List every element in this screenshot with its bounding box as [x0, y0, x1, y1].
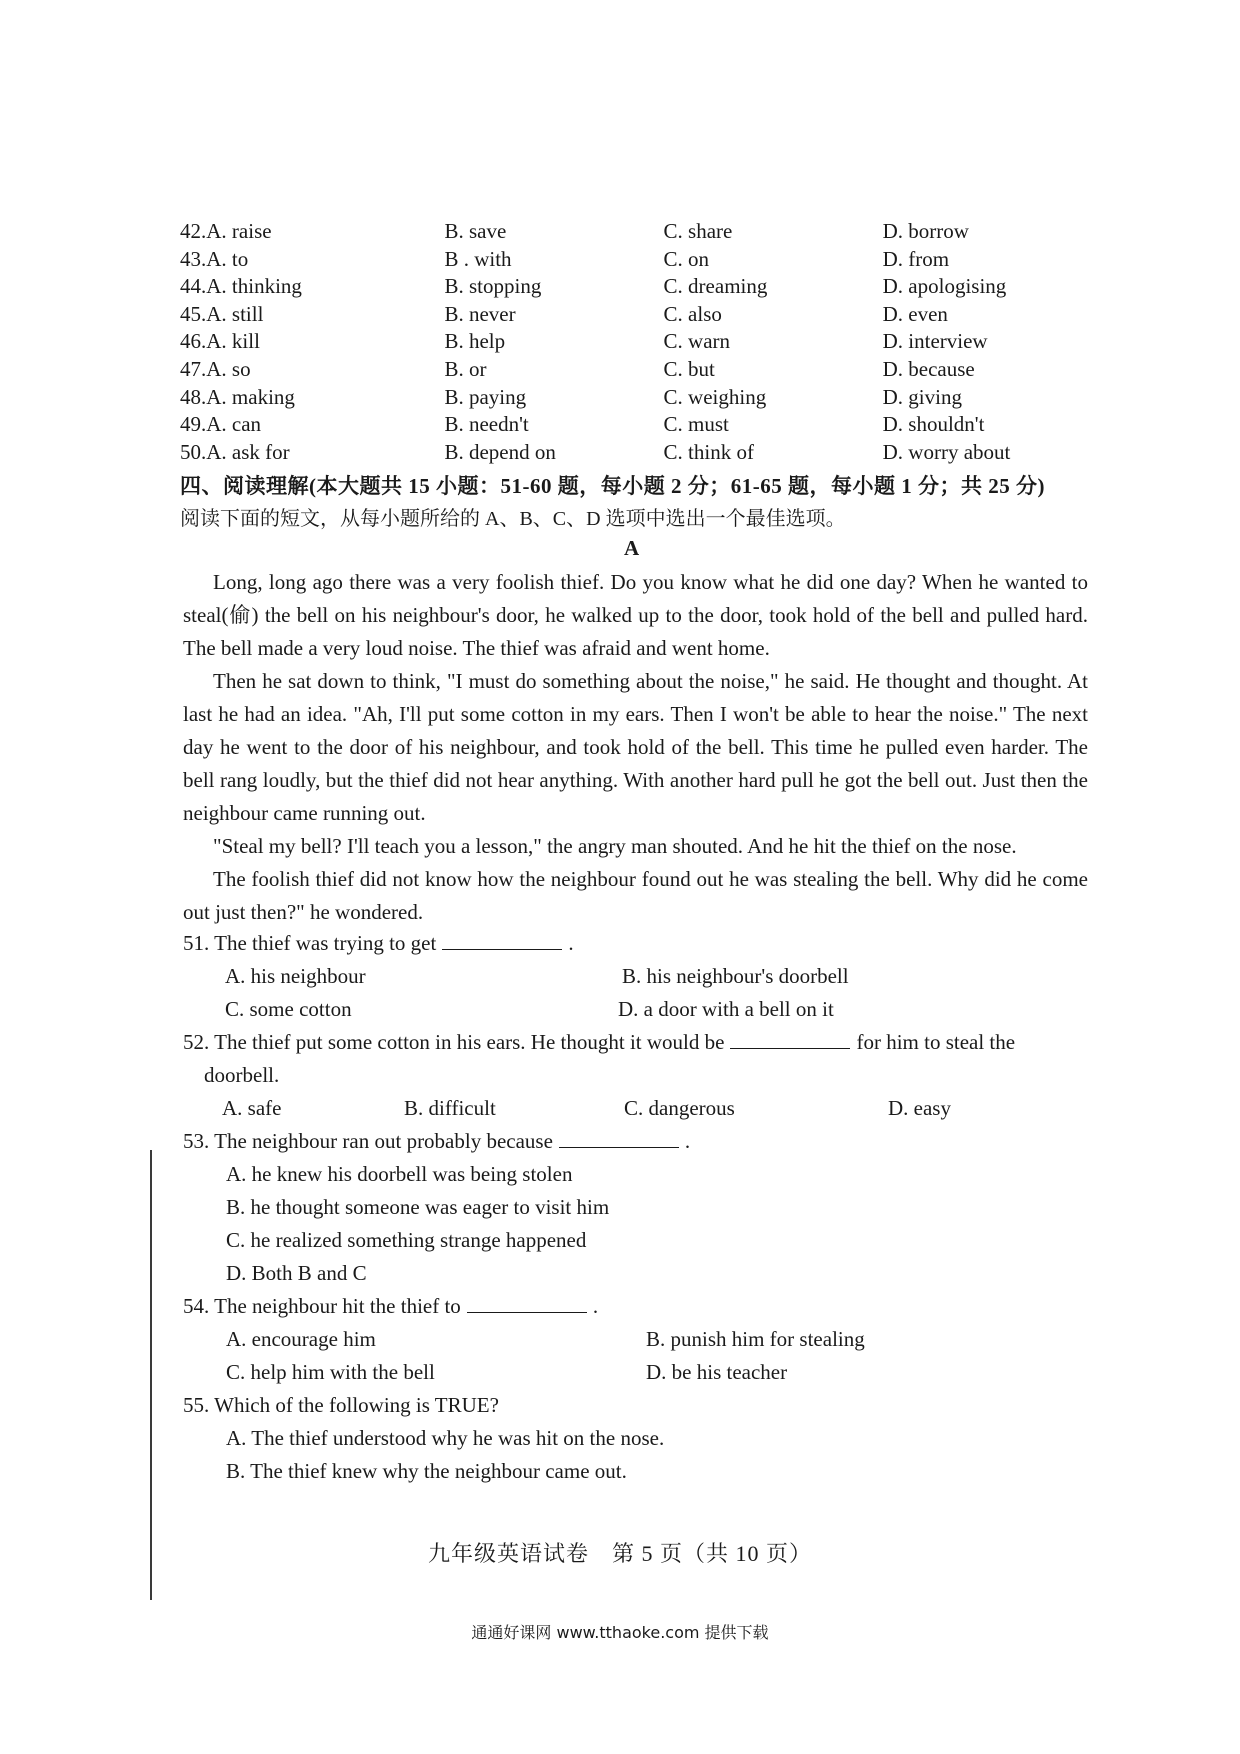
- q52-option-a: A. safe: [222, 1096, 282, 1120]
- answer-blank: [467, 1294, 587, 1313]
- option-b: B. help: [444, 329, 506, 354]
- q54-option-b: B. punish him for stealing: [646, 1327, 865, 1351]
- question-52-continued: doorbell.: [204, 1063, 280, 1087]
- option-d: D. even: [882, 301, 948, 326]
- cloze-row-48: [180, 384, 1080, 412]
- option-b: B. depend on: [444, 439, 556, 464]
- option-c: C. warn: [663, 329, 731, 354]
- question-end: .: [568, 931, 574, 955]
- option-d: D. borrow: [882, 219, 969, 243]
- answer-blank: [730, 1030, 850, 1049]
- question-53: [183, 1125, 690, 1158]
- option-a: 50.A. ask for: [180, 439, 290, 464]
- reading-passage: [183, 566, 1088, 929]
- q53-option-b: B. he thought someone was eager to visit him: [226, 1195, 610, 1219]
- passage-paragraph: Then he sat down to think, "I must do something about the noise," he said. He thought and thought. At last he had an idea. "Ah, I'll put some cotton in my ears. Then I won't be able to hear the noise." The next day he went to the door of his neighbour, and took hold of the bell. This time he pulled even harder. The bell rang loudly, but the thief did not hear anything. With another hard pull he got the bell out. Just then the neighbour came running out.: [183, 669, 1088, 825]
- q51-option-d: D. a door with a bell on it: [618, 997, 834, 1021]
- option-d: D. giving: [882, 384, 962, 409]
- question-52: [183, 1026, 1015, 1059]
- option-a: 44.A. thinking: [180, 274, 302, 299]
- q53-option-c: C. he realized something strange happened: [226, 1228, 587, 1252]
- section-instruction: 阅读下面的短文，从每小题所给的 A、B、C、D 选项中选出一个最佳选项。: [180, 508, 846, 530]
- cloze-row-50: [180, 439, 1080, 467]
- passage-title: A: [624, 536, 640, 560]
- answer-blank: [442, 931, 562, 950]
- option-d: D. apologising: [882, 274, 1007, 299]
- option-d: D. worry about: [882, 439, 1011, 464]
- option-b: B. paying: [444, 384, 527, 409]
- option-d: D. from: [882, 246, 950, 271]
- option-c: C. must: [663, 412, 729, 437]
- answer-blank: [559, 1129, 679, 1148]
- question-54: [183, 1290, 598, 1323]
- option-b: B. never: [444, 301, 516, 326]
- option-a: 48.A. making: [180, 384, 295, 409]
- q54-option-a: A. encourage him: [226, 1327, 376, 1351]
- option-c: C. weighing: [663, 384, 767, 409]
- option-c: C. also: [663, 301, 722, 326]
- cloze-row-47: [180, 356, 1080, 384]
- option-a: 43.A. to: [180, 246, 249, 271]
- question-stem-tail: for him to steal the: [856, 1030, 1016, 1054]
- option-a: 47.A. so: [180, 356, 251, 381]
- option-b: B. or: [444, 356, 487, 381]
- q51-option-c: C. some cotton: [225, 997, 352, 1021]
- q54-option-d: D. be his teacher: [646, 1360, 788, 1384]
- option-b: B . with: [444, 246, 512, 271]
- passage-paragraph: "Steal my bell? I'll teach you a lesson," the angry man shouted. And he hit the thief on the nose.: [213, 834, 1017, 858]
- q52-option-d: D. easy: [888, 1096, 951, 1120]
- passage-paragraph: The foolish thief did not know how the neighbour found out he was stealing the bell. Why did he come out just then?" he wondered.: [183, 867, 1088, 924]
- q55-option-a: A. The thief understood why he was hit on the nose.: [226, 1426, 665, 1450]
- question-51: [183, 927, 574, 960]
- option-b: B. needn't: [444, 412, 529, 437]
- cloze-row-46: [180, 328, 1080, 356]
- question-stem: 54. The neighbour hit the thief to: [183, 1294, 461, 1318]
- option-c: C. share: [663, 219, 733, 243]
- option-c: C. but: [663, 356, 715, 381]
- option-b: B. save: [444, 219, 507, 243]
- cloze-row-44: [180, 273, 1080, 301]
- cloze-row-42: [180, 218, 1080, 246]
- q52-option-c: C. dangerous: [624, 1096, 735, 1120]
- question-stem: 53. The neighbour ran out probably because: [183, 1129, 553, 1153]
- cloze-options-table: [180, 218, 1080, 466]
- cloze-row-45: [180, 301, 1080, 329]
- question-end: .: [684, 1129, 691, 1153]
- option-c: C. on: [663, 246, 710, 271]
- option-c: C. dreaming: [663, 274, 768, 299]
- q53-option-d: D. Both B and C: [226, 1261, 367, 1285]
- cloze-row-43: [180, 246, 1080, 274]
- cloze-row-49: [180, 411, 1080, 439]
- option-d: D. interview: [882, 329, 988, 354]
- page-footer: 九年级英语试卷 第 5 页（共 10 页）: [427, 1541, 812, 1566]
- option-a: 45.A. still: [180, 301, 264, 326]
- option-a: 42.A. raise: [180, 219, 272, 243]
- passage-paragraph: Long, long ago there was a very foolish thief. Do you know what he did one day? When he wanted to steal(偷) the bell on his neighbour's door, he walked up to the door, took hold of the bell and pulled hard. The bell made a very loud noise. The thief was afraid and went home.: [183, 570, 1088, 660]
- option-d: D. because: [882, 356, 975, 381]
- q54-option-c: C. help him with the bell: [226, 1360, 435, 1384]
- q51-option-b: B. his neighbour's doorbell: [622, 964, 849, 988]
- section-heading: 四、阅读理解(本大题共 15 小题：51-60 题，每小题 2 分；61-65 题，每小题 1 分；共 25 分): [180, 474, 1045, 498]
- q53-option-a: A. he knew his doorbell was being stolen: [226, 1162, 573, 1186]
- option-d: D. shouldn't: [882, 412, 985, 437]
- option-a: 49.A. can: [180, 412, 262, 437]
- question-stem: 52. The thief put some cotton in his ears. He thought it would be: [183, 1030, 725, 1054]
- q51-option-a: A. his neighbour: [225, 964, 366, 988]
- source-line: 通通好课网 www.tthaoke.com 提供下载: [471, 1623, 769, 1642]
- binding-margin-line: [150, 1150, 152, 1600]
- q52-option-b: B. difficult: [404, 1096, 496, 1120]
- question-end: .: [592, 1294, 599, 1318]
- question-55: 55. Which of the following is TRUE?: [183, 1393, 499, 1417]
- option-b: B. stopping: [444, 274, 542, 299]
- option-a: 46.A. kill: [180, 329, 260, 354]
- option-c: C. think of: [663, 439, 754, 464]
- q55-option-b: B. The thief knew why the neighbour came out.: [226, 1459, 627, 1483]
- question-stem: 51. The thief was trying to get: [183, 931, 437, 955]
